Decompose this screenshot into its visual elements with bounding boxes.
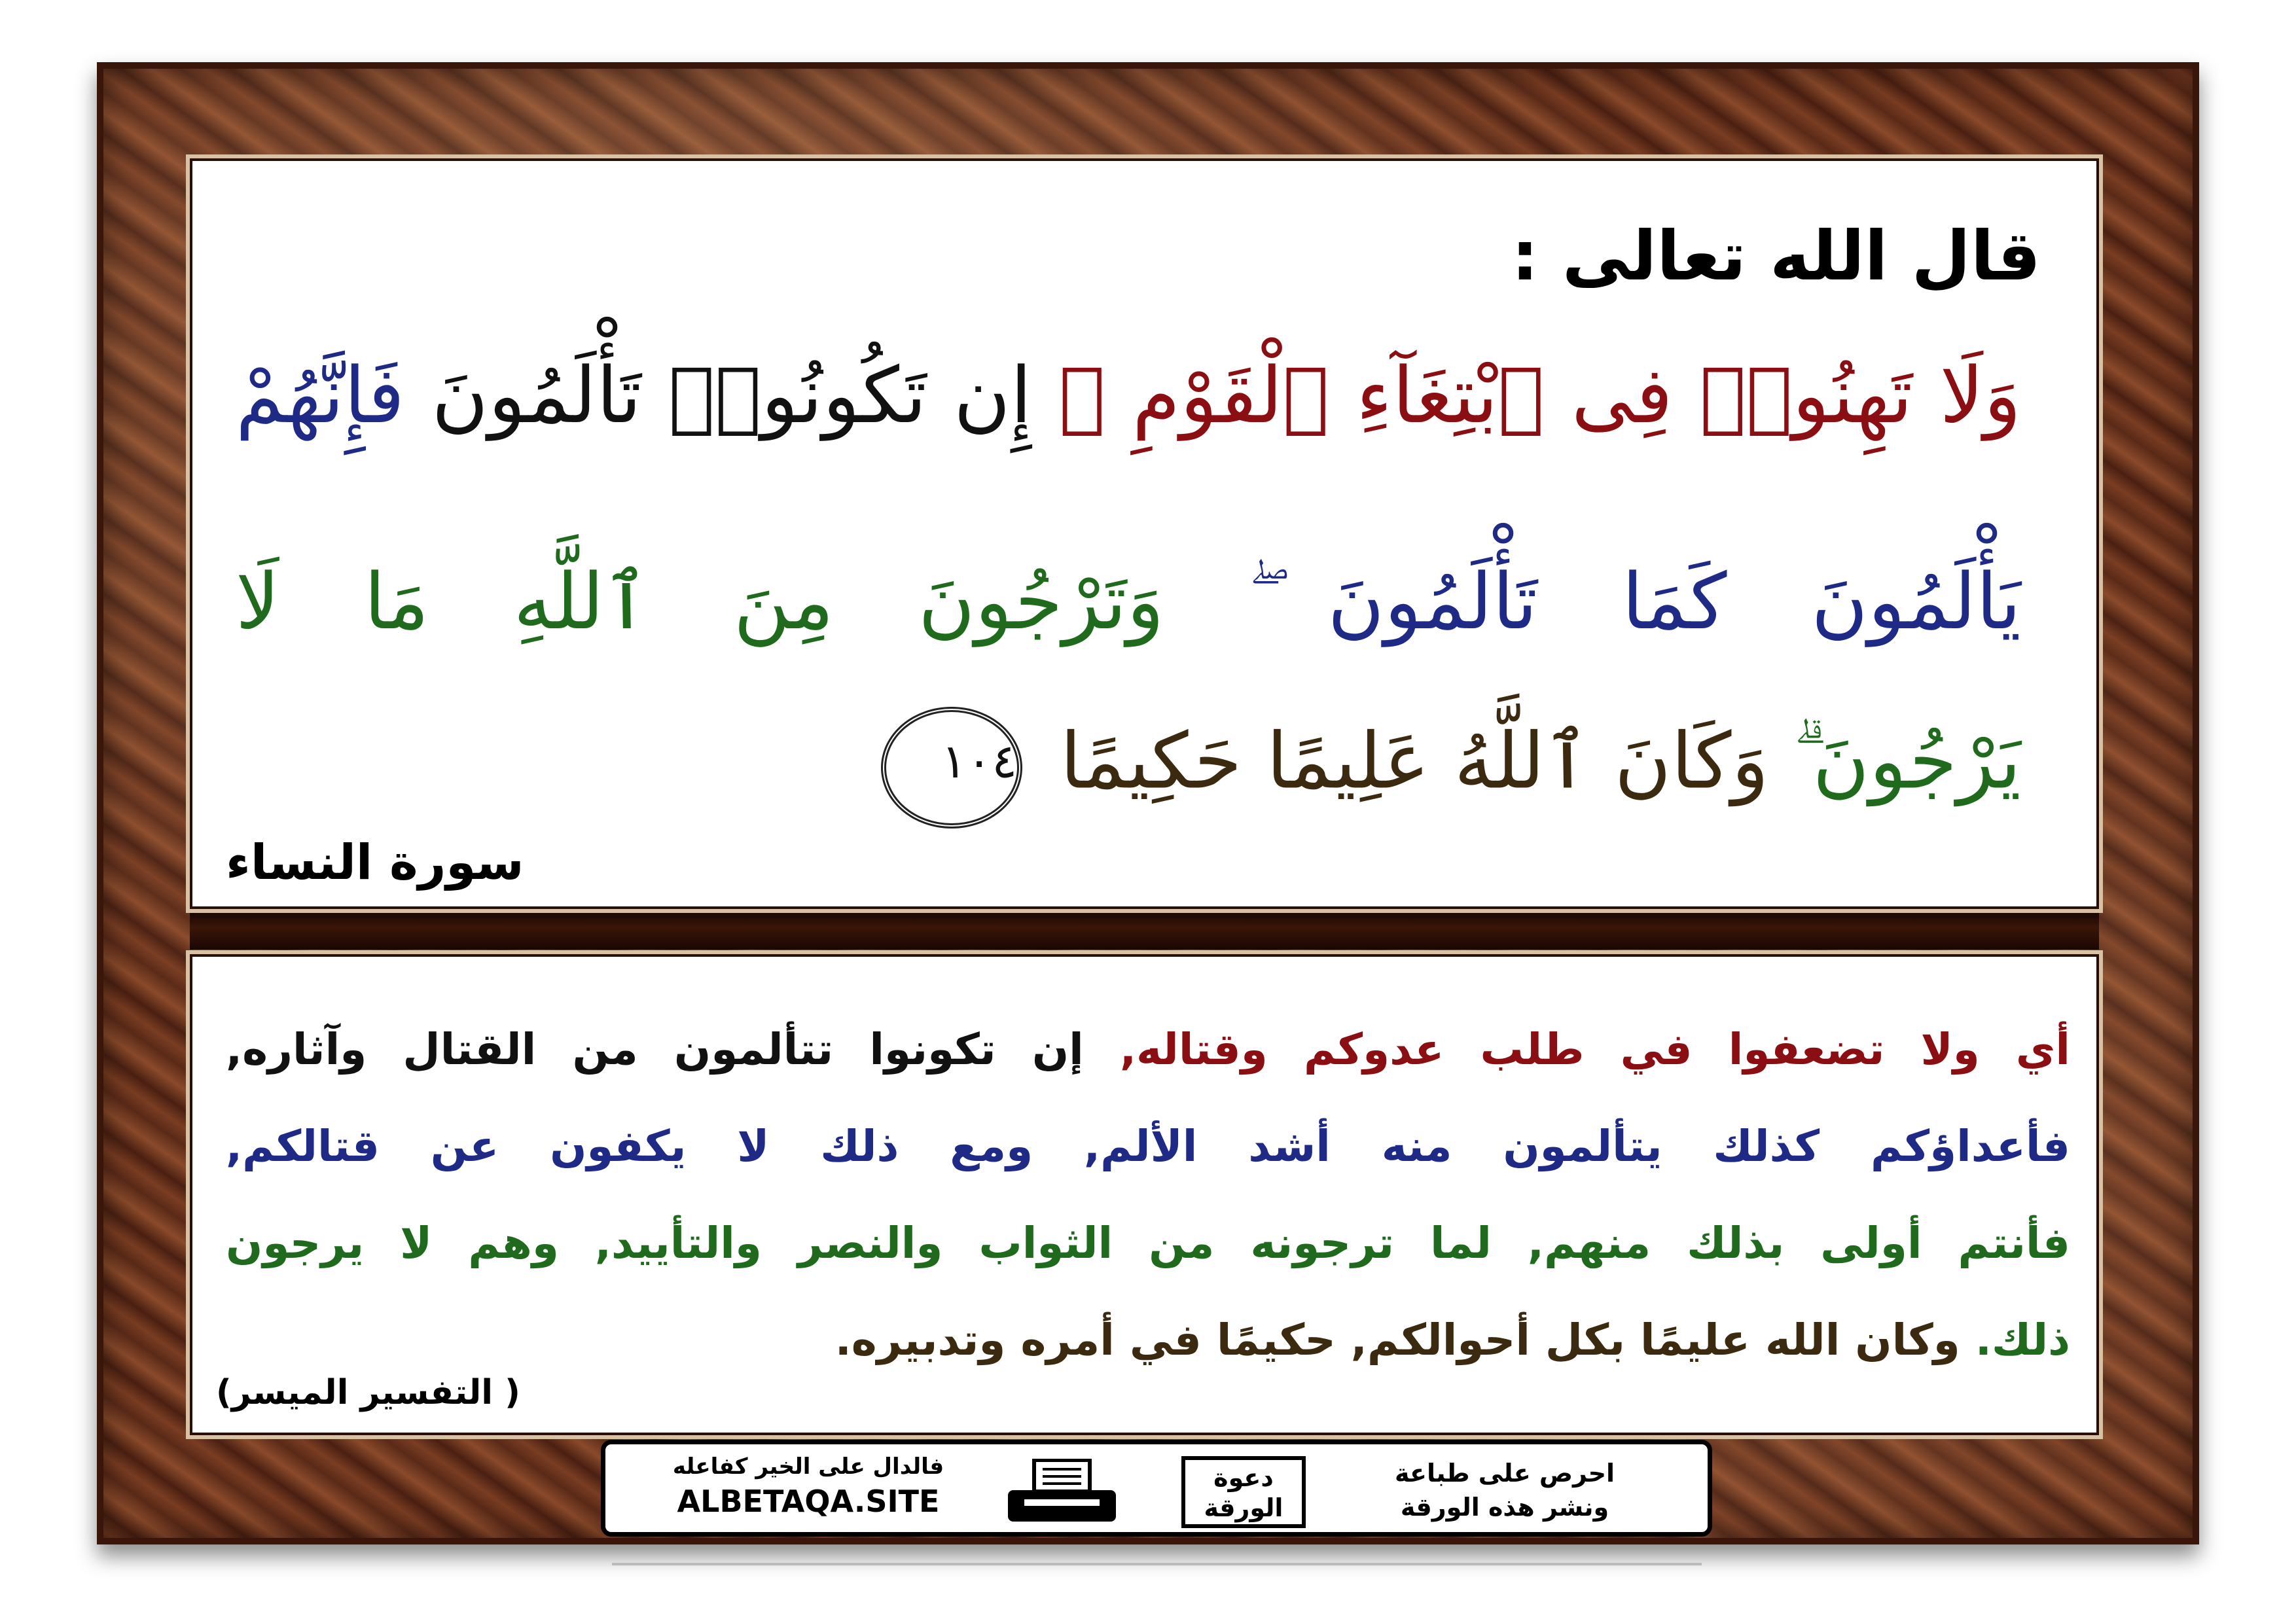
tafsir-segment: أي ولا تضعفوا في طلب عدوكم وقتاله, (1119, 1024, 2070, 1075)
verse-segment: إِن تَكُونُوا۟ تَأْلَمُونَ (431, 350, 1032, 440)
tafsir-segment: إن تكونوا تتألمون من القتال وآثاره, (226, 1024, 1084, 1075)
tafsir-segment: فأنتم أولى بذلك منهم, لما ترجونه من الثواب والنصر والتأييد, وهم لا يرجون (226, 1218, 2070, 1268)
verse-segment: يَرْجُونَ ۗ (1793, 715, 2021, 806)
tafsir-source: ( التفسير الميسر) (216, 1373, 520, 1412)
footer-badge (601, 1440, 1712, 1537)
tafsir-line-2 (226, 1098, 2070, 1195)
heading: قال الله تعالى : (1511, 216, 2041, 296)
verse-segment: فَإِنَّهُمْ (236, 350, 405, 440)
logo-line-1: دعوة (1213, 1463, 1274, 1492)
verse-segment: وَكَانَ ٱللَّهُ عَلِيمًا حَكِيمًا (1060, 715, 1769, 806)
verse-line-3 (236, 707, 2021, 829)
site-link[interactable]: ALBETAQA.SITE (677, 1484, 940, 1519)
print-note-line-2: ونشر هذه الورقة (1400, 1493, 1609, 1522)
verse-line-1 (236, 350, 2021, 440)
dawat-alwaraqa-logo (1181, 1456, 1306, 1528)
verse-line-2 (236, 556, 2022, 647)
badge-print-note (1335, 1456, 1675, 1524)
logo-line-2: الورقة (1204, 1493, 1283, 1522)
ayah-number-badge: ١٠٤ (881, 707, 1022, 829)
panel-divider (190, 913, 2099, 950)
print-note-line-1: احرص على طباعة (1394, 1459, 1615, 1488)
footer-rule (612, 1563, 1702, 1565)
tafsir-text (226, 1001, 2070, 1389)
tafsir-line-1 (226, 1001, 2070, 1098)
verse-segment: يَأْلَمُونَ كَمَا تَأْلَمُونَ ۖ (1248, 556, 2022, 647)
tafsir-line-3 (226, 1195, 2070, 1292)
verse-segment: وَلَا تَهِنُوا۟ فِى ٱبْتِغَآءِ ٱلْقَوْمِ ۖ (1058, 350, 2021, 440)
surah-name: سورة النساء (226, 834, 524, 891)
tafsir-segment: فأعداؤكم كذلك يتألمون منه أشد الألم, ومع ذلك لا يكفون عن قتالكم, (226, 1121, 2070, 1171)
badge-motto: فالدال على الخير كفاعله (672, 1454, 944, 1480)
printer-icon (1005, 1459, 1119, 1524)
tafsir-segment: وكان الله عليمًا بكل أحوالكم, حكيمًا في أمره وتدبيره. (834, 1315, 1960, 1365)
tafsir-segment: ذلك. (1975, 1315, 2070, 1365)
badge-site-block (632, 1454, 985, 1519)
verse-segment: وَتَرْجُونَ مِنَ ٱللَّهِ مَا لَا (236, 556, 1164, 647)
